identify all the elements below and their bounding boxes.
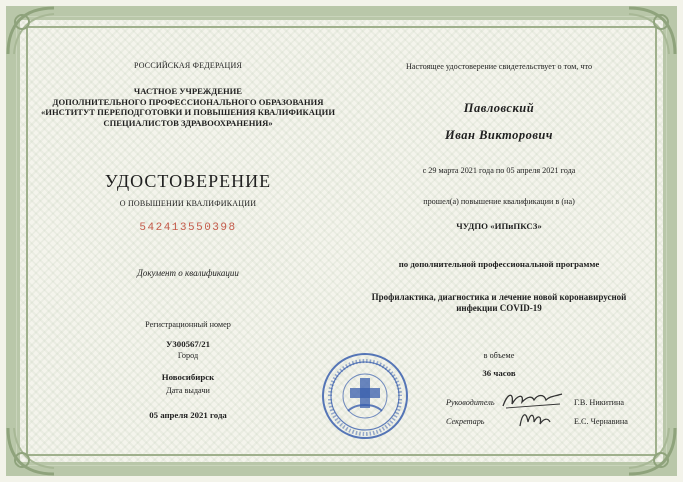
head-role: Руководитель bbox=[446, 398, 495, 407]
ornament-corner-icon bbox=[625, 4, 679, 58]
program-label: по дополнительной профессиональной программе bbox=[398, 259, 600, 269]
secretary-name: Е.С. Чернавина bbox=[574, 417, 628, 426]
holder-given-name: Иван Викторович bbox=[445, 128, 553, 142]
organization: ЧУДПО «ИПиПКСЗ» bbox=[456, 221, 542, 231]
volume-value: 36 часов bbox=[482, 368, 516, 378]
date-value: 05 апреля 2021 года bbox=[149, 410, 227, 420]
institution-name: ЧАСТНОЕ УЧРЕЖДЕНИЕ ДОПОЛНИТЕЛЬНОГО ПРОФЕССИОНАЛЬНОГО ОБРАЗОВАНИЯ «ИНСТИТУТ ПЕРЕПОДГОТОВКИ И ПОВЫШЕНИЯ КВАЛИФИКАЦИИ СПЕЦИАЛИСТОВ ЗДРАВООХРАНЕНИЯ» bbox=[40, 86, 336, 128]
official-stamp bbox=[320, 351, 410, 441]
document-subtitle: О ПОВЫШЕНИИ КВАЛИФИКАЦИИ bbox=[119, 199, 257, 208]
volume-label: в объеме bbox=[483, 351, 515, 360]
study-period: с 29 марта 2021 года по 05 апреля 2021 года bbox=[422, 166, 576, 175]
city-value: Новосибирск bbox=[161, 372, 215, 382]
document-type: Документ о квалификации bbox=[137, 268, 239, 278]
ornament-corner-icon bbox=[4, 424, 58, 478]
city-label: Город bbox=[177, 351, 199, 360]
country-name: РОССИЙСКАЯ ФЕДЕРАЦИЯ bbox=[133, 61, 243, 70]
reg-value: У300567/21 bbox=[165, 339, 211, 349]
serial-number: 542413550398 bbox=[139, 222, 237, 234]
reg-label: Регистрационный номер bbox=[145, 320, 231, 329]
document-title: УДОСТОВЕРЕНИЕ bbox=[104, 171, 272, 191]
program-name: Профилактика, диагностика и лечение новой коронавирусной инфекции COVID-19 bbox=[371, 292, 627, 313]
secretary-role: Секретарь bbox=[446, 417, 485, 426]
passed-text: прошел(а) повышение квалификации в (на) bbox=[423, 197, 575, 206]
secretary-signature bbox=[516, 408, 552, 430]
head-name: Г.В. Никитина bbox=[574, 398, 625, 407]
ornament-corner-icon bbox=[4, 4, 58, 58]
intro-text: Настоящее удостоверение свидетельствует о том, что bbox=[405, 62, 593, 71]
ornament-corner-icon bbox=[625, 424, 679, 478]
date-label: Дата выдачи bbox=[166, 386, 210, 395]
holder-surname: Павловский bbox=[463, 101, 535, 115]
